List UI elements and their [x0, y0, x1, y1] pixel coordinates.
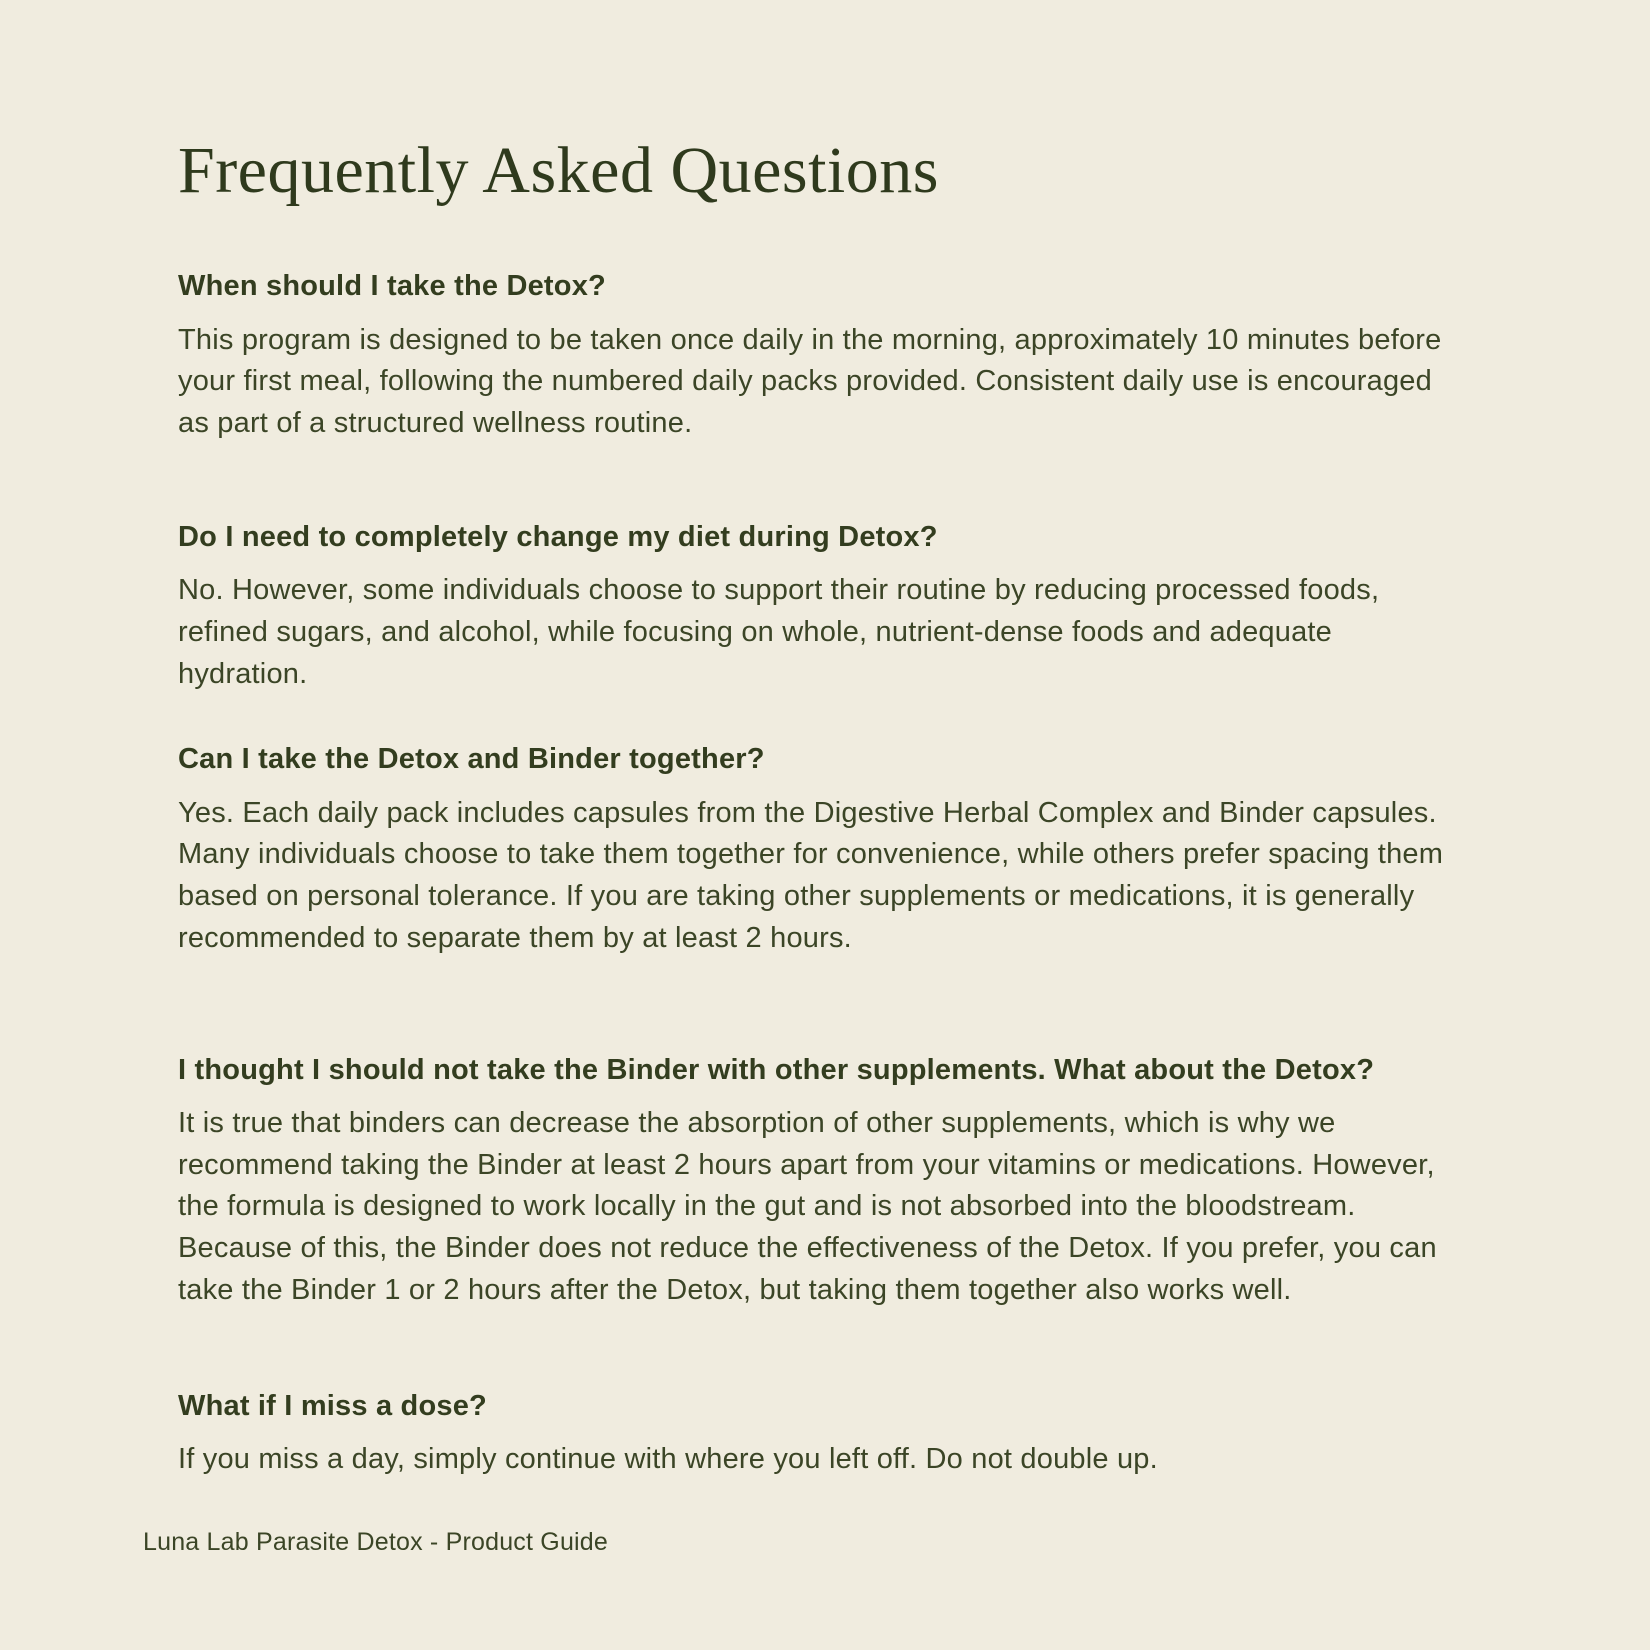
faq-list [178, 268, 1458, 1480]
faq-item [178, 1388, 1458, 1481]
footer-product-guide-label: Luna Lab Parasite Detox - Product Guide [143, 1528, 609, 1556]
faq-answer: Yes. Each daily pack includes capsules from the Digestive Herbal Complex and Binder capsules. Many individuals choose to take them together for convenience, while others prefer spacing them based on personal tolerance. If you are taking other supplements or medications, it is generally recommended to separate them by at least 2 hours. [178, 796, 1444, 954]
faq-answer: It is true that binders can decrease the absorption of other supplements, which is why we recommend taking the Binder at least 2 hours apart from your vitamins or medications. However, the formula is designed to work locally in the gut and is not absorbed into the bloodstream. Because of this, the Binder does not reduce the effectiveness of the Detox. If you prefer, you can take the Binder 1 or 2 hours after the Detox, but taking them together also works well. [178, 1106, 1437, 1306]
faq-question: Do I need to completely change my diet during Detox? [178, 520, 938, 553]
faq-item [178, 741, 1458, 959]
faq-answer: No. However, some individuals choose to support their routine by reducing processed foods, refined sugars, and alcohol, while focusing on whole, nutrient-dense foods and adequate hydration. [178, 574, 1380, 690]
faq-answer: If you miss a day, simply continue with where you left off. Do not double up. [178, 1442, 1158, 1475]
faq-question: When should I take the Detox? [178, 270, 606, 303]
faq-item [178, 1052, 1458, 1312]
faq-answer: This program is designed to be taken once daily in the morning, approximately 10 minutes before your first meal, following the numbered daily packs provided. Consistent daily use is encouraged as part of a structured wellness routine. [178, 323, 1442, 440]
faq-question: I thought I should not take the Binder with other supplements. What about the Detox? [178, 1053, 1375, 1086]
page-title: Frequently Asked Questions [178, 134, 939, 207]
faq-item [178, 519, 1458, 696]
faq-item [178, 268, 1458, 445]
faq-question: Can I take the Detox and Binder together? [178, 743, 765, 776]
faq-question: What if I miss a dose? [178, 1389, 487, 1422]
